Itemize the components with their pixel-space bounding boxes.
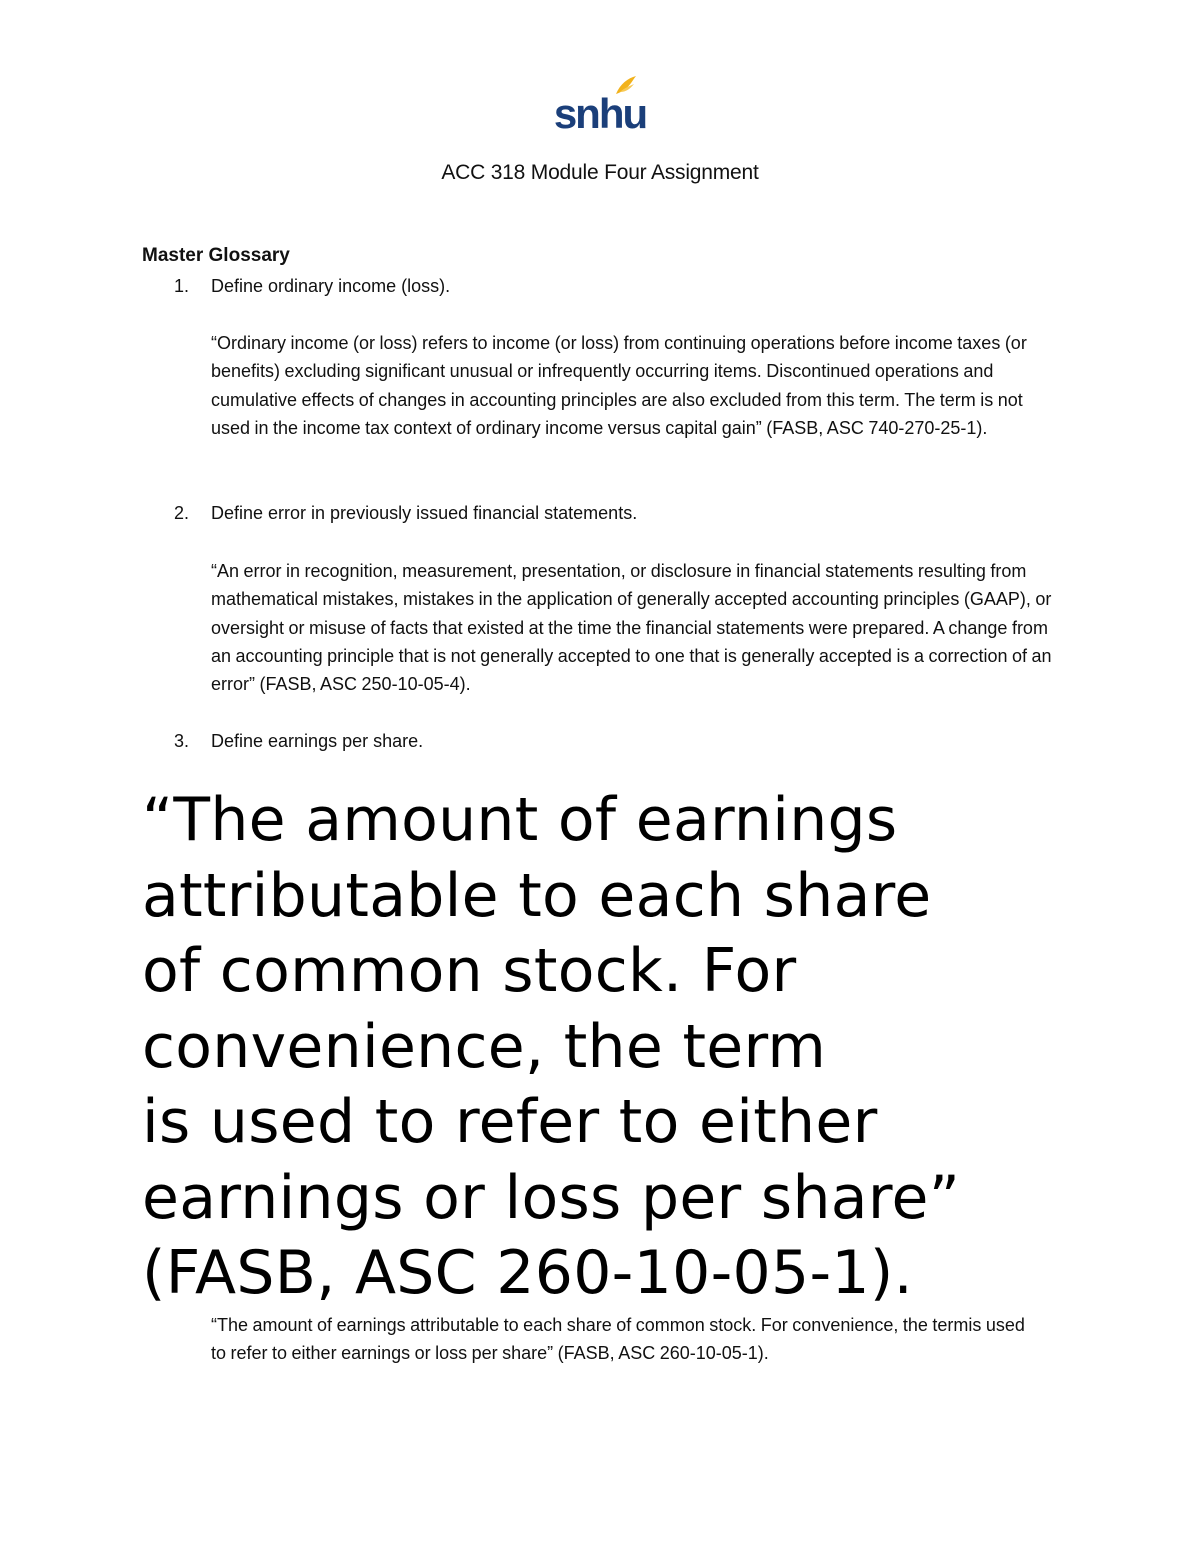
list-item-question: Define ordinary income (loss). xyxy=(211,276,451,296)
list-item-number: 2. xyxy=(174,503,190,523)
large-quote-line: earnings or loss per share” xyxy=(142,1162,961,1233)
list-item-number: 3. xyxy=(174,731,190,751)
large-quote-block xyxy=(142,783,1042,1312)
large-quote-line: attributable to each share xyxy=(142,860,932,931)
list-item-question: Define error in previously issued financial statements. xyxy=(211,503,638,523)
list-item-answer: “An error in recognition, measurement, presentation, or disclosure in financial statements resulting from mathematical mistakes, mistakes in the application of generally accepted accounting principles (GAAP), or oversight or misuse of facts that existed at the time the financial statements were prepared. A change from an accounting principle that is not generally accepted to one that is generally accepted is a correction of an error” (FASB, ASC 250-10-05-4). xyxy=(211,561,1052,695)
large-quote-line: “The amount of earnings xyxy=(142,785,898,855)
list-item-answer: “The amount of earnings attributable to each share of common stock. For convenience, the termis used to refer to either earnings or loss per share” (FASB, ASC 260-10-05-1). xyxy=(211,1315,1025,1364)
list-item-answer: “Ordinary income (or loss) refers to income (or loss) from continuing operations before income taxes (or benefits) excluding significant unusual or infrequently occurring items. Discontinued operations and cumulative effects of changes in accounting principles are also excluded from this term. The term is not used in the income tax context of ordinary income versus capital gain” (FASB, ASC 740-270-25-1). xyxy=(211,333,1027,438)
large-quote-line: (FASB, ASC 260-10-05-1). xyxy=(142,1238,913,1308)
large-quote-line: of common stock. For xyxy=(142,936,797,1006)
logo-wordmark: snhu xyxy=(553,90,647,136)
list-item-number: 1. xyxy=(174,276,190,296)
large-quote-line: is used to refer to either xyxy=(142,1087,878,1157)
list-item-question: Define earnings per share. xyxy=(211,731,424,751)
large-quote-line: convenience, the term xyxy=(142,1011,827,1082)
snhu-logo-icon xyxy=(550,72,650,136)
section-heading: Master Glossary xyxy=(142,245,290,266)
page-title: ACC 318 Module Four Assignment xyxy=(441,161,759,184)
snhu-logo xyxy=(550,72,650,136)
